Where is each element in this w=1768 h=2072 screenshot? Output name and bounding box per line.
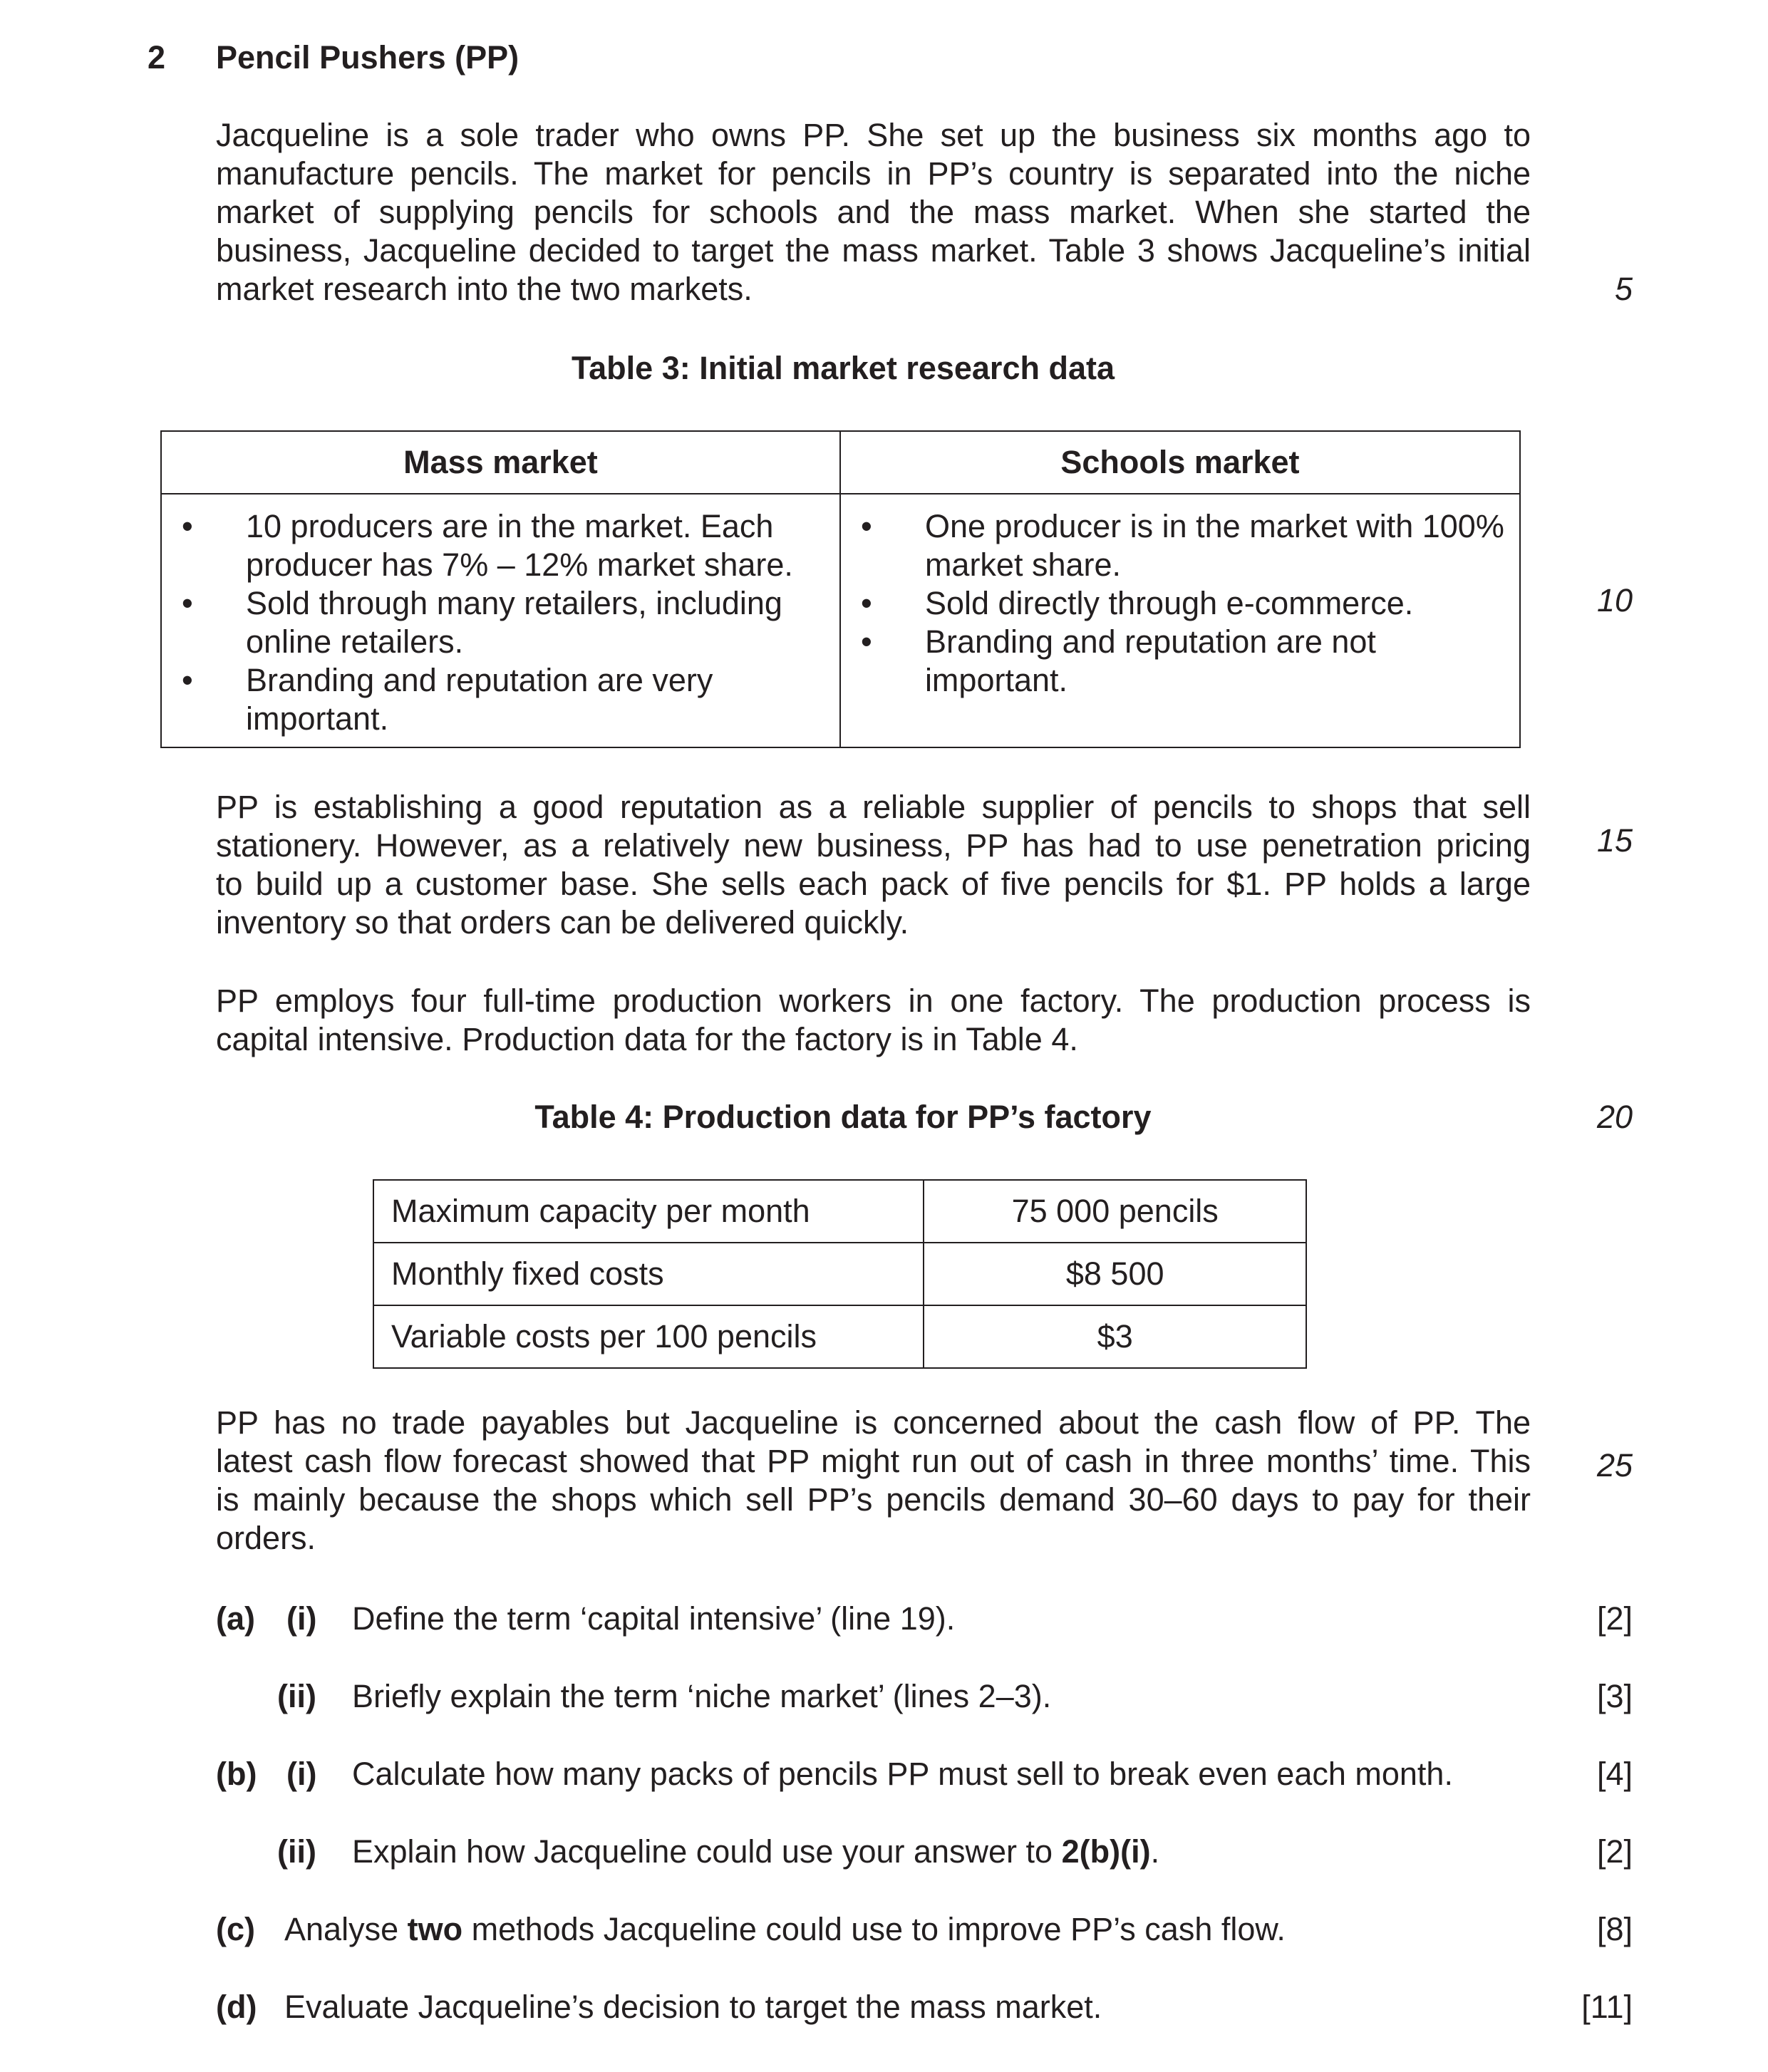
paragraph-line: orders. bbox=[216, 1520, 316, 1556]
table4-caption: Table 4: Production data for PP’s factory bbox=[534, 1099, 1152, 1135]
question-bi-text: Calculate how many packs of pencils PP must sell to break even each month. bbox=[352, 1756, 1453, 1792]
paragraph-line: PP has no trade payables but Jacqueline is concerned about the cash flow of PP. The bbox=[216, 1404, 1531, 1441]
table-cell-label: Monthly fixed costs bbox=[373, 1243, 924, 1305]
question-c-text: Analyse two methods Jacqueline could use to improve PP’s cash flow. bbox=[284, 1911, 1286, 1947]
line-number: 15 bbox=[1596, 822, 1633, 859]
question-ai-text: Define the term ‘capital intensive’ (line 19). bbox=[352, 1600, 956, 1637]
table-cell-label: Variable costs per 100 pencils bbox=[373, 1305, 924, 1368]
question-a-label: (a) bbox=[216, 1600, 255, 1637]
list-item: • 10 producers are in the market. Each producer has 7% – 12% market share. bbox=[182, 508, 793, 583]
question-d-label: (d) bbox=[216, 1989, 257, 2025]
list-item: • Branding and reputation are very important. bbox=[182, 662, 713, 737]
question-c-label: (c) bbox=[216, 1911, 255, 1947]
question-b-label: (b) bbox=[216, 1756, 257, 1792]
line-number: 25 bbox=[1596, 1447, 1633, 1483]
table-cell-label: Maximum capacity per month bbox=[373, 1180, 924, 1243]
paragraph-line: Jacqueline is a sole trader who owns PP. She set up the business six months ago to bbox=[216, 117, 1531, 153]
question-bi-marks: [4] bbox=[1596, 1756, 1633, 1792]
question-d-text: Evaluate Jacqueline’s decision to target the mass market. bbox=[284, 1989, 1102, 2025]
paragraph-line: PP is establishing a good reputation as a reliable supplier of pencils to shops that sell bbox=[216, 789, 1531, 825]
list-item: • One producer is in the market with 100% market share. bbox=[860, 508, 1504, 583]
line-number: 5 bbox=[1614, 271, 1633, 307]
paragraph-line: manufacture pencils. The market for pencils in PP’s country is separated into the niche bbox=[216, 155, 1531, 192]
reputation-paragraph bbox=[216, 788, 1531, 942]
list-item: • Sold through many retailers, including online retailers. bbox=[182, 585, 782, 660]
mass-market-cell bbox=[161, 494, 840, 747]
question-aii-text: Briefly explain the term ‘niche market’ (lines 2–3). bbox=[352, 1678, 1052, 1714]
question-bii-label: (ii) bbox=[277, 1833, 316, 1870]
question-c-marks: [8] bbox=[1596, 1911, 1633, 1947]
question-d-marks: [11] bbox=[1581, 1989, 1633, 2025]
table-cell-value: 75 000 pencils bbox=[924, 1180, 1306, 1243]
paragraph-line: is mainly because the shops which sell PP’s pencils demand 30–60 days to pay for their bbox=[216, 1481, 1531, 1518]
line-number: 20 bbox=[1596, 1099, 1633, 1135]
intro-paragraph bbox=[216, 116, 1531, 309]
schools-market-header: Schools market bbox=[840, 431, 1520, 494]
table-row bbox=[373, 1180, 1306, 1243]
paragraph-line: business, Jacqueline decided to target the mass market. Table 3 shows Jacqueline’s initial bbox=[216, 232, 1531, 269]
table-row bbox=[373, 1305, 1306, 1368]
question-ai-label: (i) bbox=[286, 1600, 317, 1637]
market-research-table bbox=[160, 430, 1521, 748]
production-data-table bbox=[373, 1179, 1307, 1369]
question-ai-marks: [2] bbox=[1596, 1600, 1633, 1637]
question-bii-marks: [2] bbox=[1596, 1833, 1633, 1870]
table-cell-value: $3 bbox=[924, 1305, 1306, 1368]
paragraph-line: to build up a customer base. She sells each pack of five pencils for $1. PP holds a large bbox=[216, 866, 1531, 902]
question-number: 2 bbox=[148, 39, 166, 76]
question-aii-label: (ii) bbox=[277, 1678, 316, 1714]
table3-caption: Table 3: Initial market research data bbox=[572, 350, 1115, 386]
paragraph-line: stationery. However, as a relatively new business, PP has had to use penetration pricing bbox=[216, 827, 1531, 864]
question-bii-text: Explain how Jacqueline could use your answer to 2(b)(i). bbox=[352, 1833, 1160, 1870]
cashflow-paragraph bbox=[216, 1404, 1531, 1558]
line-number: 10 bbox=[1596, 582, 1633, 618]
question-title: Pencil Pushers (PP) bbox=[216, 39, 519, 76]
mass-market-header: Mass market bbox=[161, 431, 840, 494]
question-aii-marks: [3] bbox=[1596, 1678, 1633, 1714]
table-row bbox=[373, 1243, 1306, 1305]
paragraph-line: latest cash flow forecast showed that PP might run out of cash in three months’ time. This bbox=[216, 1443, 1531, 1479]
paragraph-line: market of supplying pencils for schools and the mass market. When she started the bbox=[216, 194, 1531, 230]
table-cell-value: $8 500 bbox=[924, 1243, 1306, 1305]
list-item: • Sold directly through e-commerce. bbox=[860, 585, 1414, 621]
schools-market-cell bbox=[840, 494, 1520, 747]
paragraph-line: inventory so that orders can be delivered quickly. bbox=[216, 904, 909, 941]
paragraph-line: capital intensive. Production data for the factory is in Table 4. bbox=[216, 1021, 1078, 1057]
paragraph-line: PP employs four full-time production workers in one factory. The production process is bbox=[216, 983, 1531, 1019]
paragraph-line: market research into the two markets. bbox=[216, 271, 753, 307]
list-item: • Branding and reputation are not important. bbox=[860, 623, 1376, 698]
production-paragraph bbox=[216, 982, 1531, 1059]
question-bi-label: (i) bbox=[286, 1756, 317, 1792]
